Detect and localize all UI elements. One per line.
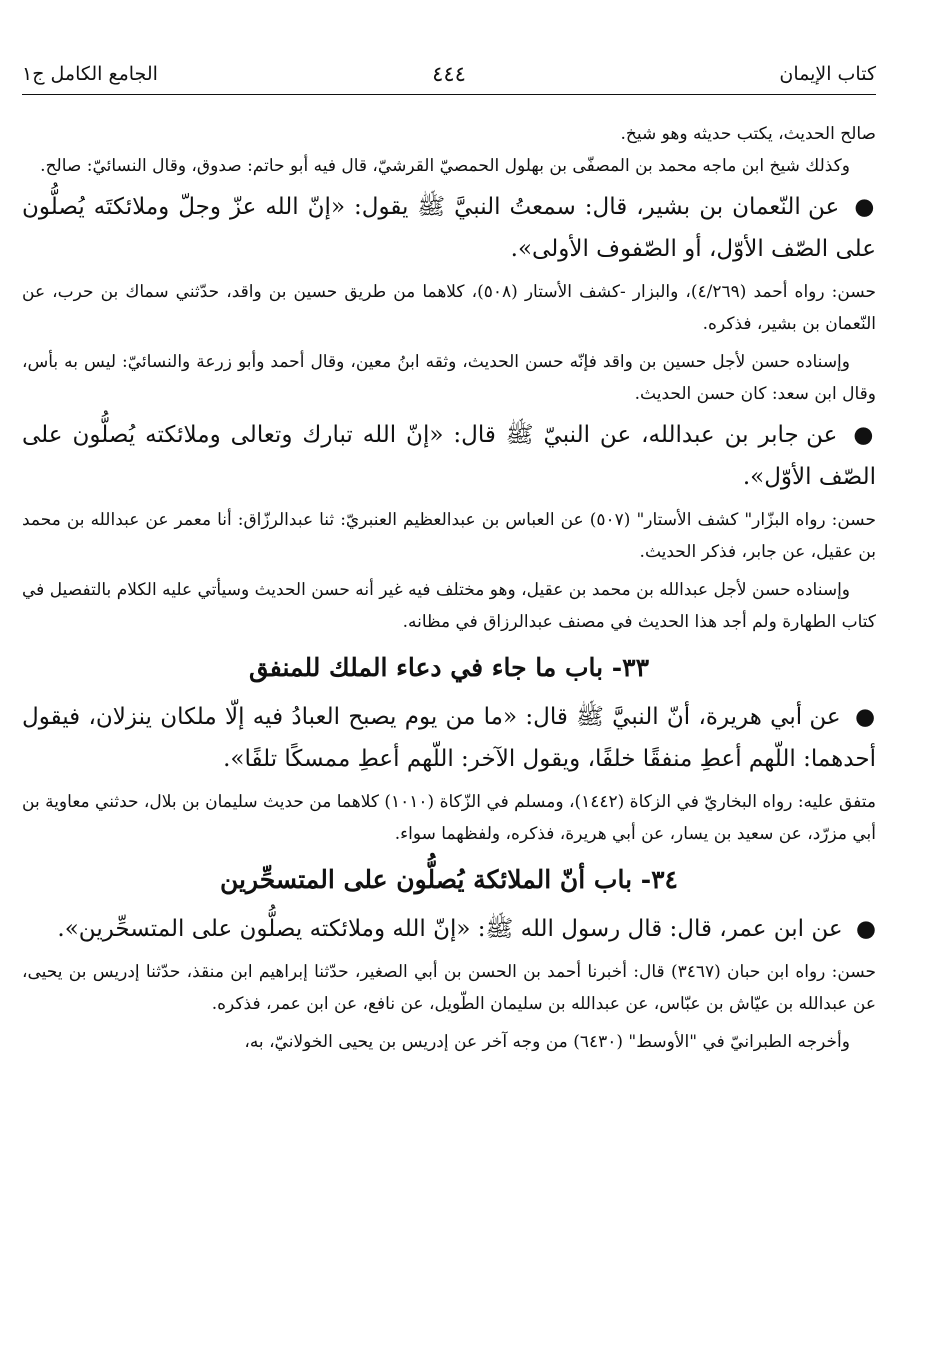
bullet-icon: ● bbox=[853, 422, 876, 448]
hadith-text-body: عن ابن عمر، قال: قال رسول الله ﷺ: «إنّ الله وملائكته يصلُّون على المتسحِّرين». bbox=[57, 916, 843, 942]
page-content bbox=[22, 118, 876, 1058]
header-book-title: كتاب الإيمان bbox=[779, 63, 876, 85]
page-number: ٤٤٤ bbox=[432, 62, 466, 86]
page-header bbox=[22, 54, 876, 95]
commentary-paragraph: وكذلك شيخ ابن ماجه محمد بن المصفّى بن بهلول الحمصيّ القرشيّ، قال فيه أبو حاتم: صدوق، وقال النسائيّ: صالح. bbox=[40, 156, 850, 176]
hadith-text bbox=[22, 908, 876, 950]
commentary-paragraph: وإسناده حسن لأجل حسين بن واقد فإنّه حسن الحديث، وثقه ابنُ معين، وقال أحمد وأبو زرعة والنسائيّ: ليس به بأس، وقال ابن سعد: كان حسن الحديث. bbox=[22, 352, 876, 404]
hadith-text-body: عن جابر بن عبدالله، عن النبيّ ﷺ قال: «إنّ الله تبارك وتعالى وملائكته يُصلُّون على الصّف الأوّل». bbox=[22, 422, 876, 490]
hadith-text bbox=[22, 186, 876, 270]
takhrij-paragraph: حسن: رواه أحمد (٤/٢٦٩)، والبزار -كشف الأستار (٥٠٨)، كلاهما من طريق حسين بن واقد، حدّثني سماك بن حرب، عن النّعمان بن بشير، فذكره. bbox=[22, 282, 876, 334]
bullet-icon: ● bbox=[854, 704, 876, 730]
hadith-text bbox=[22, 696, 876, 780]
hadith-text bbox=[22, 414, 876, 498]
commentary-paragraph: وأخرجه الطبرانيّ في "الأوسط" (٦٤٣٠) من وجه آخر عن إدريس بن يحيى الخولانيّ، به، bbox=[244, 1032, 850, 1052]
header-volume-title: الجامع الكامل ج١ bbox=[22, 63, 158, 85]
takhrij-paragraph: متفق عليه: رواه البخاريّ في الزكاة (١٤٤٢)، ومسلم في الزّكاة (١٠١٠) كلاهما من حديث سليمان بن بلال، حدثني معاوية بن أبي مزرّد، عن سعيد بن يسار، عن أبي هريرة، فذكره، ولفظهما سواء. bbox=[22, 792, 876, 844]
hadith-text-body: عن النّعمان بن بشير، قال: سمعتُ النبيَّ ﷺ يقول: «إنّ الله عزّ وجلّ وملائكتَه يُصلُّون على الصّف الأوّل، أو الصّفوف الأولى». bbox=[22, 194, 876, 262]
takhrij-paragraph: حسن: رواه ابن حبان (٣٤٦٧) قال: أخبرنا أحمد بن الحسن بن أبي الصغير، حدّثنا إبراهيم ابن منقذ، حدّثنا إدريس بن يحيى، عن عبدالله بن عيّاش بن عبّاس، عن عبدالله بن سليمان الطّويل، عن نافع، عن ابن عمر، فذكره. bbox=[22, 962, 876, 1014]
takhrij-paragraph: حسن: رواه البزّار" كشف الأستار" (٥٠٧) عن العباس بن عبدالعظيم العنبريّ: ثنا عبدالرزّاق: أنا معمر عن عبدالله بن محمد بن عقيل، عن جابر، فذكر الحديث. bbox=[22, 510, 876, 562]
commentary-paragraph: وإسناده حسن لأجل عبدالله بن محمد بن عقيل، وهو مختلف فيه غير أنه حسن الحديث وسيأتي عليه الكلام بالتفصيل في كتاب الطهارة ولم أجد هذا الحديث في مصنف عبدالرزاق في مظانه. bbox=[22, 580, 876, 632]
book-page bbox=[22, 0, 876, 1369]
chapter-heading: ٣٤- باب أنّ الملائكة يُصلُّون على المتسحِّرين bbox=[220, 865, 678, 894]
bullet-icon: ● bbox=[855, 916, 876, 942]
bullet-icon: ● bbox=[854, 194, 876, 220]
chapter-heading: ٣٣- باب ما جاء في دعاء الملك للمنفق bbox=[248, 653, 650, 682]
hadith-text-body: عن أبي هريرة، أنّ النبيَّ ﷺ قال: «ما من يوم يصبح العبادُ فيه إلّا ملكان ينزلان، فيقول أحدهما: اللّهم أعطِ منفقًا خلفًا، ويقول الآخر: اللّهم أعطِ ممسكًا تلفًا». bbox=[22, 704, 876, 772]
commentary-paragraph: صالح الحديث، يكتب حديثه وهو شيخ. bbox=[620, 124, 876, 144]
